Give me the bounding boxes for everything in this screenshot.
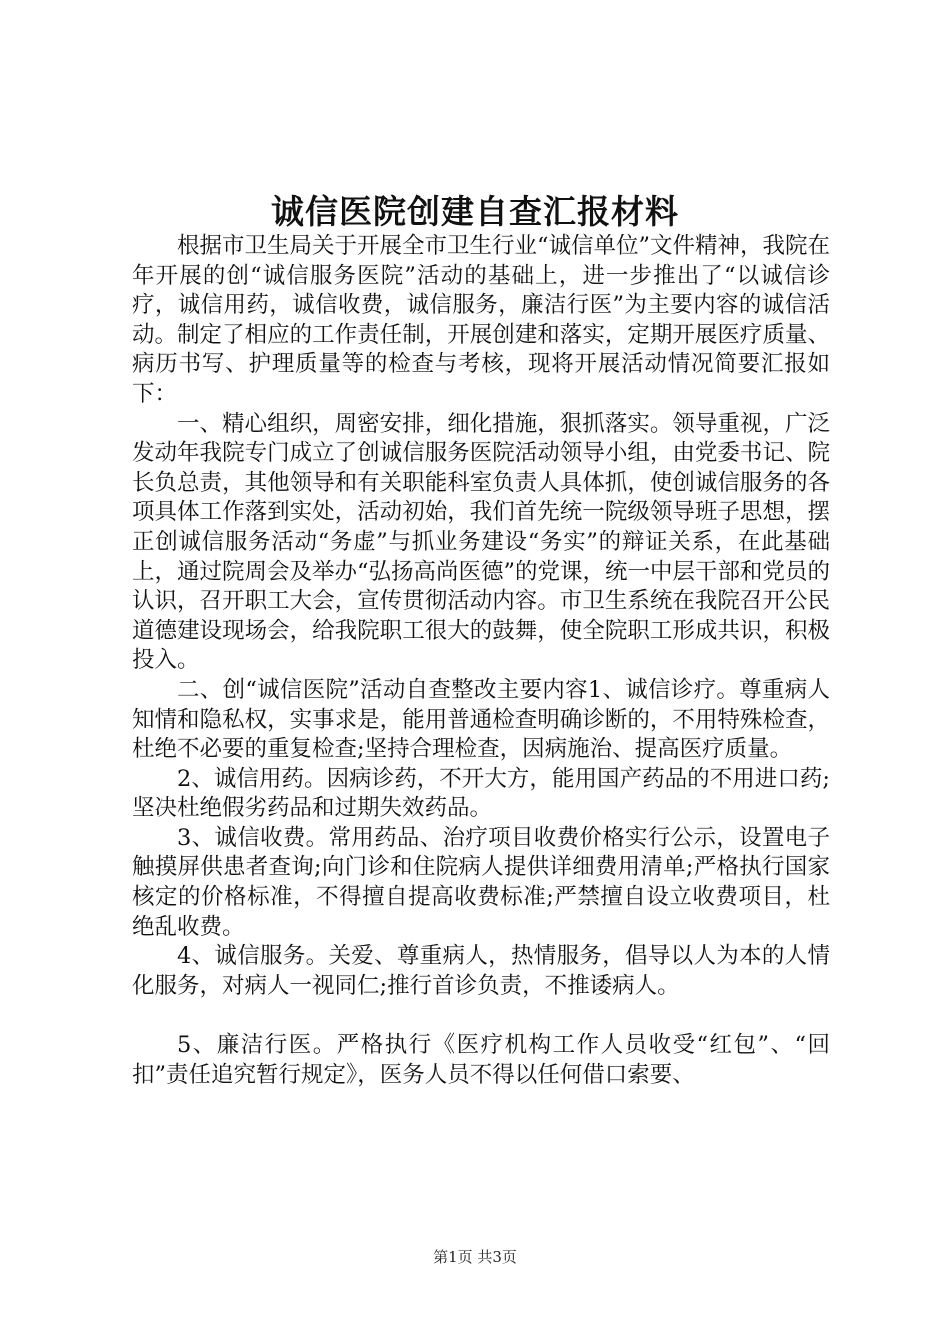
paragraph-item-2: 2、诚信用药。因病诊药，不开大方，能用国产药品的不用进口药;坚决杜绝假劣药品和过期失效药品。 (132, 765, 830, 822)
paragraph-intro: 根据市卫生局关于开展全市卫生行业“诚信单位”文件精神，我院在年开展的创“诚信服务医院”活动的基础上，进一步推出了“以诚信诊疗，诚信用药，诚信收费，诚信服务，廉洁行医”为主要内容的诚信活动。制定了相应的工作责任制，开展创建和落实，定期开展医疗质量、病历书写、护理质量等的检查与考核，现将开展活动情况简要汇报如下： (132, 233, 831, 407)
paragraph-item-5: 5、廉洁行医。严格执行《医疗机构工作人员收受“红包”、“回扣”责任追究暂行规定》，医务人员不得以任何借口索要、 (132, 1032, 830, 1089)
page-footer: 第1页 共3页 (433, 1248, 517, 1266)
paragraph-section-2: 二、创“诚信医院”活动自查整改主要内容1、诚信诊疗。尊重病人知情和隐私权，实事求是，能用普通检查明确诊断的，不用特殊检查，杜绝不必要的重复检查;坚持合理检查，因病施治、提高医疗质量。 (132, 676, 830, 763)
paragraph-item-3: 3、诚信收费。常用药品、治疗项目收费价格实行公示，设置电子触摸屏供患者查询;向门诊和住院病人提供详细费用清单;严格执行国家核定的价格标准，不得擅自提高收费标准;严禁擅自设立收费项目，杜绝乱收费。 (132, 824, 830, 940)
paragraph-section-1: 一、精心组织，周密安排，细化措施，狠抓落实。领导重视，广泛发动年我院专门成立了创诚信服务医院活动领导小组，由党委书记、院长负总责，其他领导和有关职能科室负责人具体抓，使创诚信服务的各项具体工作落到实处，活动初始，我们首先统一院级领导班子思想，摆正创诚信服务活动“务虚”与抓业务建设“务实”的辩证关系，在此基础上，通过院周会及举办“弘扬高尚医德”的党课，统一中层干部和党员的认识，召开职工大会，宣传贯彻活动内容。市卫生系统在我院召开公民道德建设现场会，给我院职工很大的鼓舞，使全院职工形成共识，积极投入。 (132, 410, 831, 674)
document-body (132, 232, 830, 1091)
document-title: 诚信医院创建自查汇报材料 (271, 192, 679, 231)
paragraph-item-4: 4、诚信服务。关爱、尊重病人，热情服务，倡导以人为本的人情化服务，对病人一视同仁;推行首诊负责，不推诿病人。 (132, 943, 830, 999)
